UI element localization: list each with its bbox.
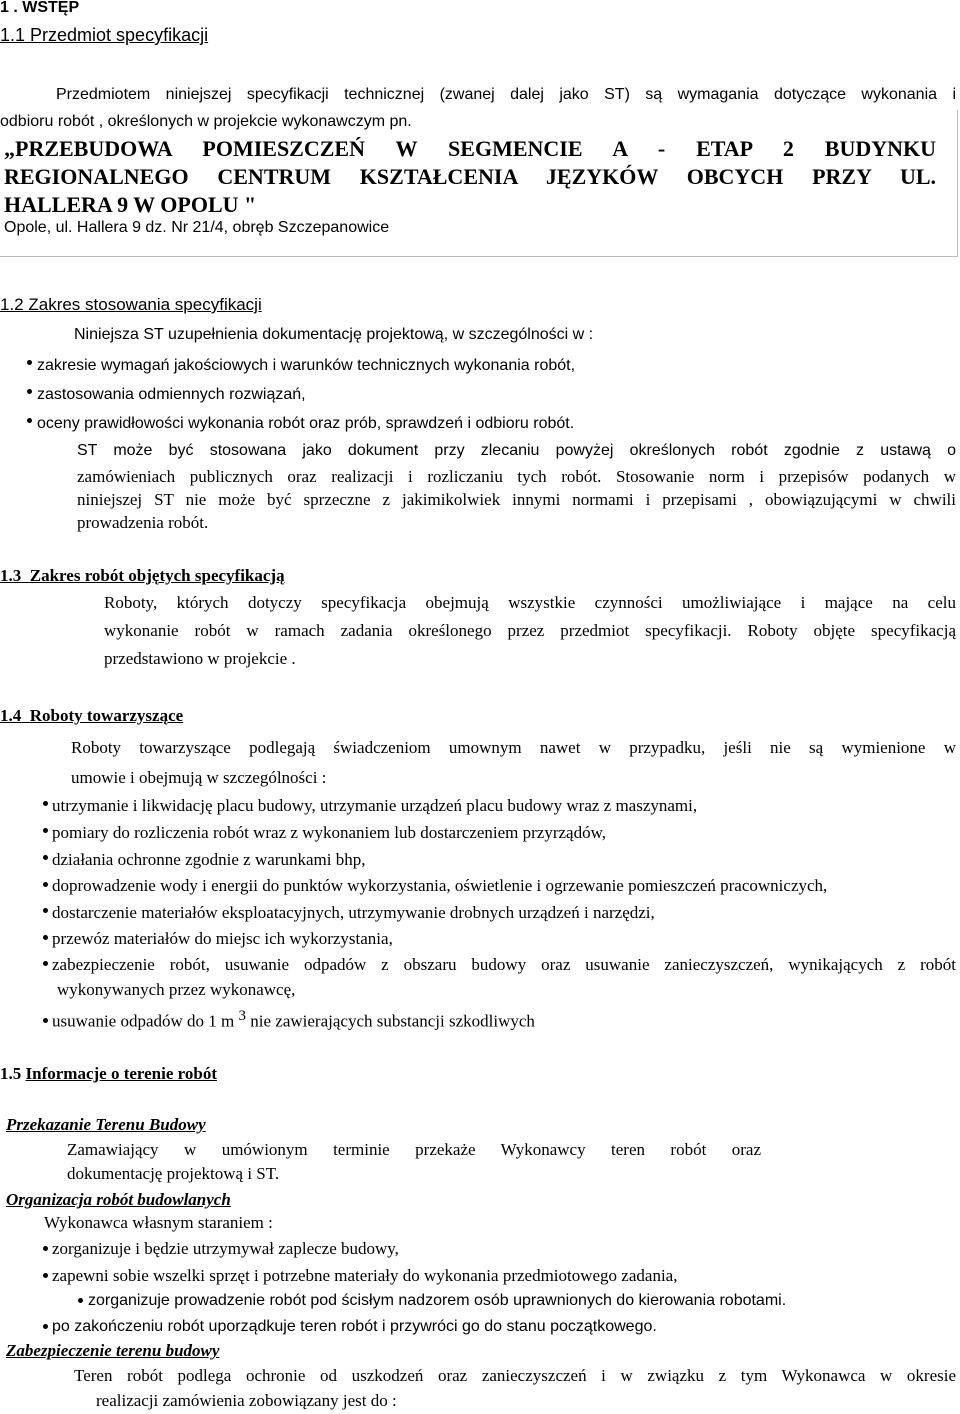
subsection-title-1-3: 1.3 Zakres robót objętych specyfikacją xyxy=(0,566,285,585)
accomp-bullet-7-cont: wykonywanych przez wykonawcę, xyxy=(57,980,296,999)
scope-bullet-3: oceny prawidłowości wykonania robót oraz prób, sprawdzeń i odbioru robót. xyxy=(37,415,575,432)
bullet-icon xyxy=(43,828,48,833)
bullet-icon xyxy=(43,908,48,913)
subsection-title-1-2: 1.2 Zakres stosowania specyfikacji xyxy=(0,295,262,314)
organization-bullet-1: zorganizuje i będzie utrzymywał zaplecze budowy, xyxy=(52,1239,399,1258)
accomp-bullet-1: utrzymanie i likwidację placu budowy, utrzymanie urządzeń placu budowy wraz z maszynami, xyxy=(52,796,698,815)
bullet-icon xyxy=(43,801,48,806)
works-line-3: przedstawiono w projekcie . xyxy=(104,649,296,668)
site-security-line-2: realizacji zamówienia zobowiązany jest do : xyxy=(96,1391,397,1410)
scope-para-line-4: prowadzenia robót. xyxy=(77,513,209,532)
project-title-line-2: REGIONALNEGO CENTRUM KSZTAŁCENIA JĘZYKÓW OBCYCH PRZY UL. xyxy=(4,164,936,189)
intro-line-2: odbioru robót , określonych w projekcie wykonawczym pn. xyxy=(0,113,412,130)
intro-line-1: Przedmiotem niniejszej specyfikacji technicznej (zwanej dalej jako ST) są wymagania dotyczące wykonania i xyxy=(56,86,956,103)
bullet-icon xyxy=(43,1246,48,1251)
project-title-line-1: „PRZEBUDOWA POMIESZCZEŃ W SEGMENCIE A - ETAP 2 BUDYNKU xyxy=(4,136,936,161)
bullet-icon xyxy=(43,1018,48,1023)
bullet-icon xyxy=(43,855,48,860)
works-line-2: wykonanie robót w ramach zadania określonego przez przedmiot specyfikacji. Roboty objęte specyfikacją xyxy=(104,621,956,640)
bullet-icon xyxy=(78,1298,83,1303)
bullet-icon xyxy=(27,360,32,365)
bullet-icon xyxy=(43,1273,48,1278)
organization-lead: Wykonawca własnym staraniem : xyxy=(44,1213,273,1232)
site-handover-title: Przekazanie Terenu Budowy xyxy=(6,1115,206,1134)
site-security-title: Zabezpieczenie terenu budowy xyxy=(6,1341,220,1360)
bullet-icon xyxy=(43,1324,48,1329)
accomp-bullet-2: pomiary do rozliczenia robót wraz z wykonaniem lub dostarczeniem przyrządów, xyxy=(52,823,607,842)
accomp-bullet-4: doprowadzenie wody i energii do punktów wykorzystania, oświetlenie i ogrzewanie pomieszczeń pracowniczych, xyxy=(52,876,828,895)
accomp-bullet-3: działania ochronne zgodnie z warunkami bhp, xyxy=(52,850,366,869)
bullet-icon xyxy=(43,935,48,940)
accomp-line-1: Roboty towarzyszące podlegają świadczeniom umownym nawet w przypadku, jeśli nie są wymienione w xyxy=(71,738,956,757)
scope-bullet-2: zastosowania odmiennych rozwiązań, xyxy=(37,386,306,403)
site-handover-line-1: Zamawiający w umówionym terminie przekaże Wykonawcy teren robót oraz xyxy=(67,1140,761,1159)
bullet-icon xyxy=(27,389,32,394)
organization-bullet-4: po zakończeniu robót uporządkuje teren robót i przywróci go do stanu początkowego. xyxy=(52,1318,657,1335)
accomp-bullet-6: przewóz materiałów do miejsc ich wykorzystania, xyxy=(52,929,393,948)
accomp-bullet-7: zabezpieczenie robót, usuwanie odpadów z obszaru budowy oraz usuwanie zanieczyszczeń, wynikających z robót xyxy=(52,955,956,974)
site-handover-line-2: dokumentację projektową i ST. xyxy=(67,1164,280,1183)
project-location: Opole, ul. Hallera 9 dz. Nr 21/4, obręb Szczepanowice xyxy=(4,219,390,236)
scope-para-line-3: niniejszej ST nie może być sprzeczne z jakimikolwiek innymi normami i przepisami , obowiązującymi w chwili xyxy=(77,490,956,509)
scope-para-line-1: ST może być stosowana jako dokument przy zlecaniu powyżej określonych robót zgodnie z ustawą o xyxy=(77,442,956,459)
bullet-icon xyxy=(43,882,48,887)
bullet-icon xyxy=(43,961,48,966)
accomp-bullet-5: dostarczenie materiałów eksploatacyjnych, utrzymywanie drobnych urządzeń i narzędzi, xyxy=(52,903,655,922)
site-security-line-1: Teren robót podlega ochronie od uszkodzeń oraz zanieczyszczeń i w związku z tym Wykonawca w okresie xyxy=(74,1366,956,1385)
accomp-line-2: umowie i obejmują w szczególności : xyxy=(71,768,327,787)
organization-bullet-2: zapewni sobie wszelki sprzęt i potrzebne materiały do wykonania przedmiotowego zadania, xyxy=(52,1266,678,1285)
subsection-title-1-4: 1.4 Roboty towarzyszące xyxy=(0,706,184,725)
subsection-title-1-1: 1.1 Przedmiot specyfikacji xyxy=(0,25,209,45)
project-title-line-3: HALLERA 9 W OPOLU " xyxy=(4,192,257,217)
accomp-bullet-8: usuwanie odpadów do 1 m $^3$ nie zawierających substancji szkodliwych xyxy=(52,1008,535,1031)
works-line-1: Roboty, których dotyczy specyfikacja obejmują wszystkie czynności umożliwiające i mające na celu xyxy=(104,593,956,612)
scope-lead: Niniejsza ST uzupełnienia dokumentację projektową, w szczególności w : xyxy=(74,326,594,343)
section-title-wstep: 1 . WSTĘP xyxy=(0,0,80,16)
organization-bullet-3: zorganizuje prowadzenie robót pod ścisłym nadzorem osób uprawnionych do kierowania robotami. xyxy=(88,1292,787,1309)
subsection-title-1-5: 1.5 Informacje o terenie robót xyxy=(0,1064,218,1083)
scope-bullet-1: zakresie wymagań jakościowych i warunków technicznych wykonania robót, xyxy=(37,357,576,374)
scope-para-line-2: zamówieniach publicznych oraz realizacji i rozliczaniu tych robót. Stosowanie norm i przepisów podanych w xyxy=(77,467,956,486)
organization-title: Organizacja robót budowlanych xyxy=(6,1190,231,1209)
bullet-icon xyxy=(27,418,32,423)
